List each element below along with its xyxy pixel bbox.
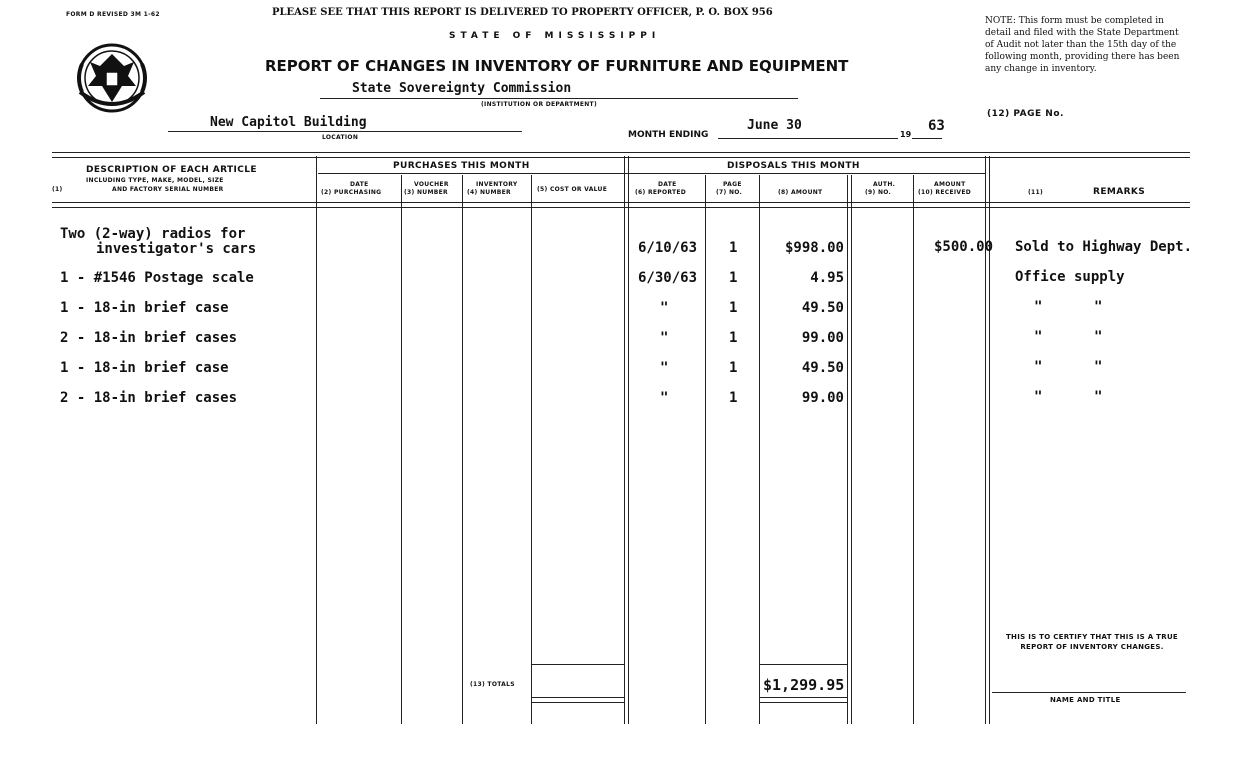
row-amount: $998.00 [784, 240, 844, 256]
row-date-reported: " [660, 360, 669, 376]
description-col-num: (1) [52, 186, 63, 193]
description-sub2: AND FACTORY SERIAL NUMBER [112, 186, 224, 193]
col2-header-b: (2) PURCHASING [321, 189, 382, 196]
totals-label: (13) TOTALS [470, 681, 515, 688]
delivery-notice: PLEASE SEE THAT THIS REPORT IS DELIVERED TO PROPERTY OFFICER, P. O. BOX 956 [272, 7, 773, 18]
year-prefix: 19 [900, 130, 912, 139]
row-remark: " [1034, 389, 1043, 405]
description-sub1: INCLUDING TYPE, MAKE, MODEL, SIZE [86, 177, 224, 184]
remarks-header: REMARKS [1093, 187, 1146, 197]
page-no-label: (12) PAGE No. [987, 109, 1064, 119]
row-description: 2 - 18-in brief cases [60, 390, 238, 406]
month-ending-label: MONTH ENDING [628, 130, 709, 140]
row-amount: 99.00 [801, 390, 844, 406]
col2-header-a: DATE [350, 181, 369, 188]
row-description: 1 - 18-in brief case [60, 300, 229, 316]
col3-header-a: VOUCHER [414, 181, 449, 188]
row-remark-ditto: " [1094, 299, 1103, 315]
col9-header-a: AUTH. [873, 181, 896, 188]
row-page-no: 1 [729, 300, 738, 316]
location-caption: LOCATION [322, 134, 359, 141]
certification-text: THIS IS TO CERTIFY THAT THIS IS A TRUE REPORT OF INVENTORY CHANGES. [1005, 633, 1179, 651]
row-description: 2 - 18-in brief cases [60, 330, 238, 346]
report-title: REPORT OF CHANGES IN INVENTORY OF FURNITURE AND EQUIPMENT [265, 57, 849, 75]
col4-header-b: (4) NUMBER [467, 189, 511, 196]
name-title-label: NAME AND TITLE [1050, 696, 1121, 704]
col10-header-a: AMOUNT [934, 181, 966, 188]
row-page-no: 1 [729, 270, 738, 286]
row-description: 1 - #1546 Postage scale [60, 270, 254, 286]
row-page-no: 1 [729, 360, 738, 376]
col8-header: (8) AMOUNT [778, 189, 823, 196]
row-remark: " [1034, 329, 1043, 345]
total-amount: $1,299.95 [763, 676, 845, 694]
col11-num: (11) [1028, 189, 1044, 196]
row-remark-ditto: " [1094, 359, 1103, 375]
purchases-group-header: PURCHASES THIS MONTH [393, 161, 530, 171]
col6-header-b: (6) REPORTED [635, 189, 687, 196]
row-date-reported: " [660, 390, 669, 406]
col5-header: (5) COST OR VALUE [537, 186, 608, 193]
row-page-no: 1 [729, 330, 738, 346]
row-description: Two (2-way) radios for [60, 226, 246, 242]
row-remark: Sold to Highway Dept. [1015, 239, 1193, 255]
row-date-reported: " [660, 330, 669, 346]
year-value: 63 [928, 118, 945, 134]
row-amount: 49.50 [801, 360, 844, 376]
row-remark-ditto: " [1094, 389, 1103, 405]
month-ending-value: June 30 [747, 118, 802, 133]
col10-header-b: (10) RECEIVED [918, 189, 971, 196]
row-remark: " [1034, 359, 1043, 375]
row-amount: 4.95 [810, 270, 844, 286]
col7-header-a: PAGE [723, 181, 742, 188]
institution-caption: (INSTITUTION OR DEPARTMENT) [481, 101, 597, 108]
row-amount-received: $500.00 [934, 239, 994, 255]
row-page-no: 1 [729, 240, 738, 256]
row-date-reported: " [660, 300, 669, 316]
row-amount: 49.50 [801, 300, 844, 316]
row-description-cont: investigator's cars [96, 241, 257, 257]
row-remark: Office supply [1015, 269, 1125, 285]
col6-header-a: DATE [658, 181, 677, 188]
row-page-no: 1 [729, 390, 738, 406]
institution-name: State Sovereignty Commission [352, 81, 572, 96]
col4-header-a: INVENTORY [476, 181, 518, 188]
col9-header-b: (9) NO. [865, 189, 892, 196]
form-id: FORM D REVISED 3M 1-62 [66, 11, 160, 18]
row-date-reported: 6/10/63 [638, 240, 698, 256]
filing-note: NOTE: This form must be completed in detail and filed with the State Department of Audit not later than the 15th day of the following month, providing there has been any change in inventory. [985, 16, 1180, 74]
col7-header-b: (7) NO. [716, 189, 743, 196]
location-value: New Capitol Building [210, 115, 367, 130]
disposals-group-header: DISPOSALS THIS MONTH [727, 161, 860, 171]
row-date-reported: 6/30/63 [638, 270, 698, 286]
state-seal-icon [72, 36, 152, 120]
description-header: DESCRIPTION OF EACH ARTICLE [86, 165, 257, 175]
col3-header-b: (3) NUMBER [404, 189, 448, 196]
row-remark: " [1034, 299, 1043, 315]
row-description: 1 - 18-in brief case [60, 360, 229, 376]
row-remark-ditto: " [1094, 329, 1103, 345]
row-amount: 99.00 [801, 330, 844, 346]
state-name: STATE OF MISSISSIPPI [449, 31, 661, 41]
